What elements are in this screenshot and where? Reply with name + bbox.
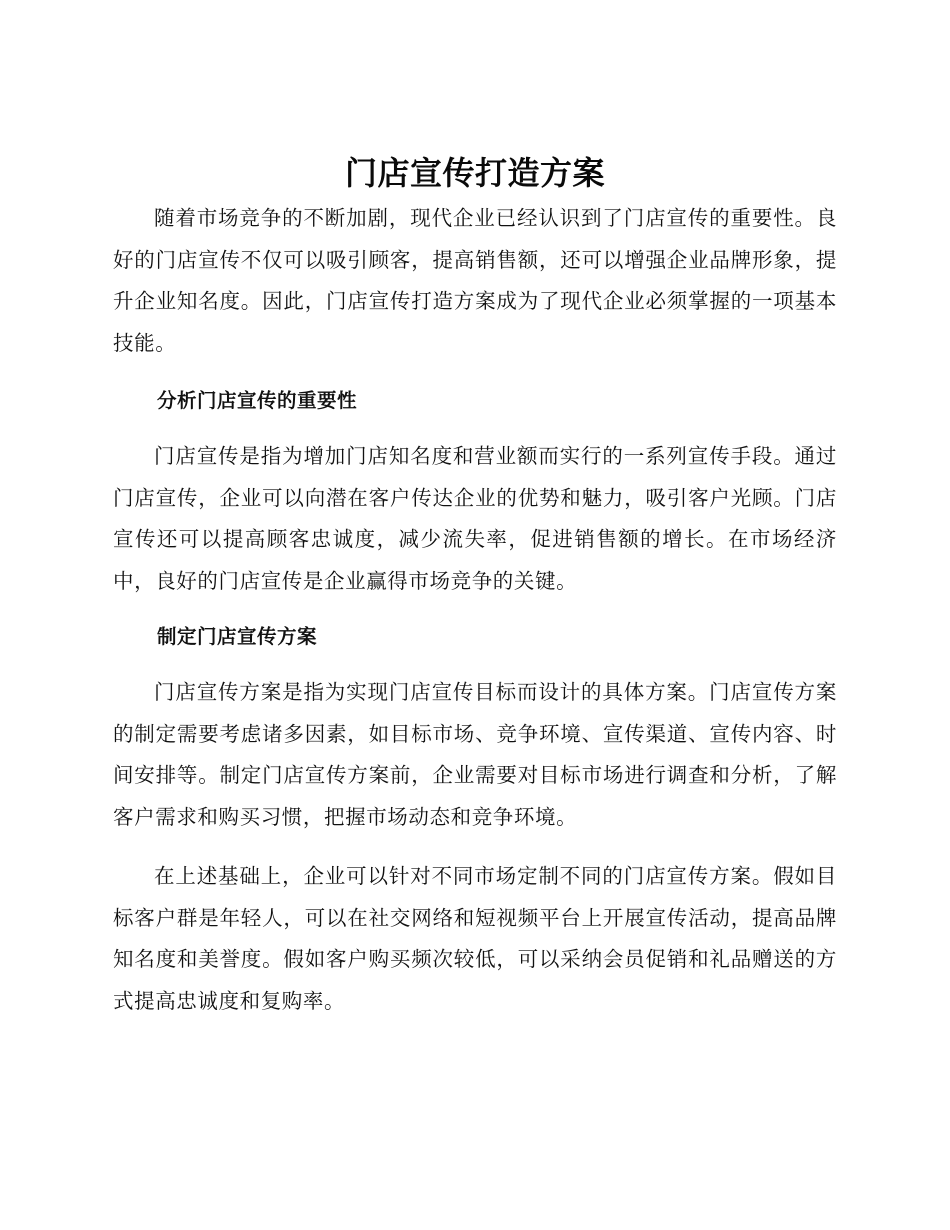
section-heading-plan: 制定门店宣传方案	[157, 625, 318, 648]
document-title: 门店宣传打造方案	[344, 154, 605, 192]
section-heading-importance: 分析门店宣传的重要性	[157, 389, 358, 412]
section-paragraph-plan-2: 在上述基础上，企业可以针对不同市场定制不同的门店宣传方案。假如目标客户群是年轻人，可以在社交网络和短视频平台上开展宣传活动，提高品牌知名度和美誉度。假如客户购买频次较低，可以采纳会员促销和礼品赠送的方式提高忠诚度和复购率。	[113, 864, 837, 1013]
intro-paragraph: 随着市场竞争的不断加剧，现代企业已经认识到了门店宣传的重要性。良好的门店宣传不仅可以吸引顾客，提高销售额，还可以增强企业品牌形象，提升企业知名度。因此，门店宣传打造方案成为了现代企业必须掌握的一项基本技能。	[113, 206, 837, 355]
section-paragraph-plan-1: 门店宣传方案是指为实现门店宣传目标而设计的具体方案。门店宣传方案的制定需要考虑诸多因素，如目标市场、竞争环境、宣传渠道、宣传内容、时间安排等。制定门店宣传方案前，企业需要对目标市场进行调查和分析，了解客户需求和购买习惯，把握市场动态和竞争环境。	[113, 680, 837, 829]
section-paragraph-importance: 门店宣传是指为增加门店知名度和营业额而实行的一系列宣传手段。通过门店宣传，企业可以向潜在客户传达企业的优势和魅力，吸引客户光顾。门店宣传还可以提高顾客忠诚度，减少流失率，促进销售额的增长。在市场经济中，良好的门店宣传是企业赢得市场竞争的关键。	[113, 444, 837, 593]
